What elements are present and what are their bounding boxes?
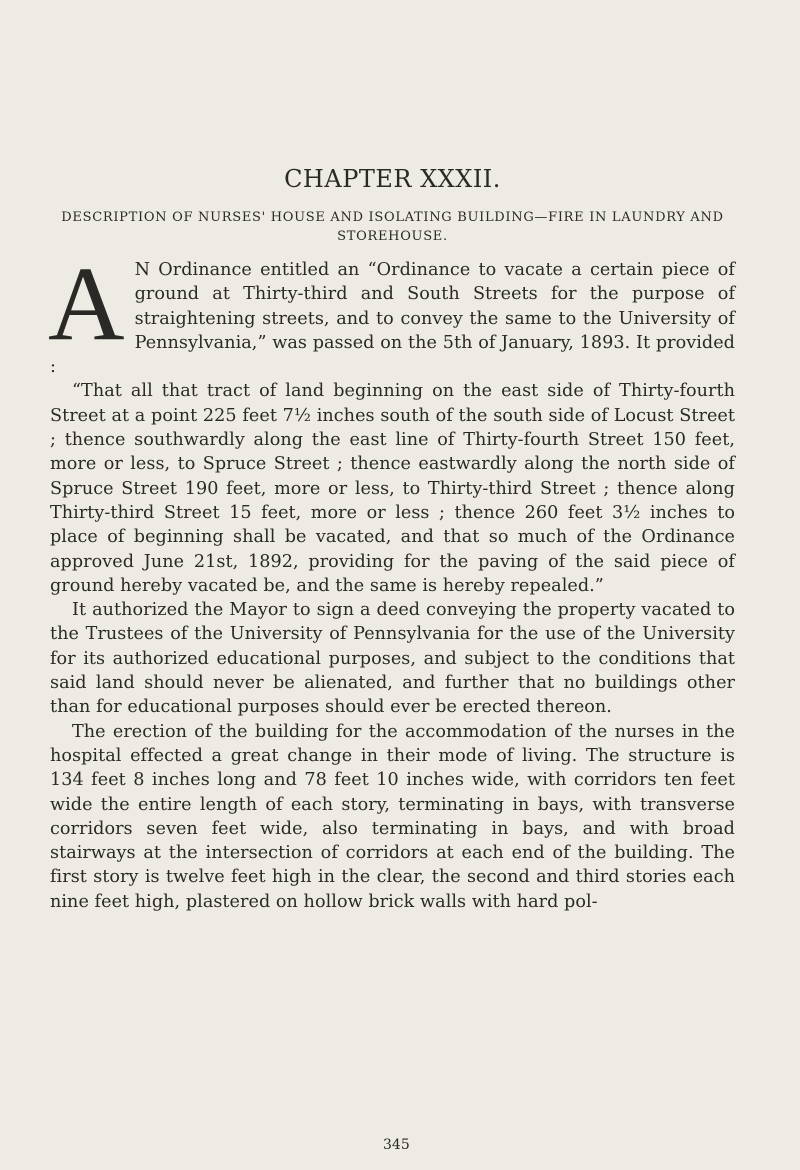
paragraph-2: “That all that tract of land beginning on the east side of Thirty-fourth Street at a point 225 feet 7½ inches south of the south side of Locust Street ; thence southwardly along the east line of Thirty-fourth Street 150 feet, more or less, to Spruce Street ; thence eastwardly along the north side of Spruce Street 190 feet, more or less, to Thirty-third Street ; thence along Thirty-third Street 15 feet, more or less ; thence 260 feet 3½ inches to place of beginning shall be vacated, and that so much of the Ordinance approved June 21st, 1892, providing for the paving of the said piece of ground hereby vacated be, and the same is hereby repealed.” — [50, 381, 735, 596]
page-number: 345 — [383, 1137, 410, 1153]
paragraph-4: The erection of the building for the accommodation of the nurses in the hospital effected a great change in their mode of living. The structure is 134 feet 8 inches long and 78 feet 10 inches wide, with corridors ten feet wide the entire length of each story, terminating in bays, with transverse corridors seven feet wide, also terminating in bays, and with broad stairways at the intersection of corridors at each end of the building. The first story is twelve feet high in the clear, the second and third stories each nine feet high, plastered on hollow brick walls with hard pol- — [50, 721, 735, 912]
paragraph-3: It authorized the Mayor to sign a deed conveying the property vacated to the Trustees of the University of Pennsylvania for the use of the University for its authorized educational purposes, and subject to the conditions that said land should never be alienated, and further that no buildings other than for educational purposes should ever be erected thereon. — [50, 600, 735, 718]
paragraph-1 — [48, 245, 735, 379]
chapter-subtitle: DESCRIPTION OF NURSES' HOUSE AND ISOLATING BUILDING—FIRE IN LAUNDRY AND STOREHOUSE. — [61, 210, 724, 244]
chapter-title: CHAPTER XXXII. — [284, 165, 501, 193]
body-text — [48, 245, 735, 914]
drop-cap: A — [48, 245, 125, 362]
paragraph-1-text: N Ordinance entitled an “Ordinance to vacate a certain piece of ground at Thirty-third and South Streets for the purpose of straightening streets, and to convey the same to the University of Pennsylvania,” was passed on the 5th of January, 1893. It provided : — [50, 260, 735, 378]
